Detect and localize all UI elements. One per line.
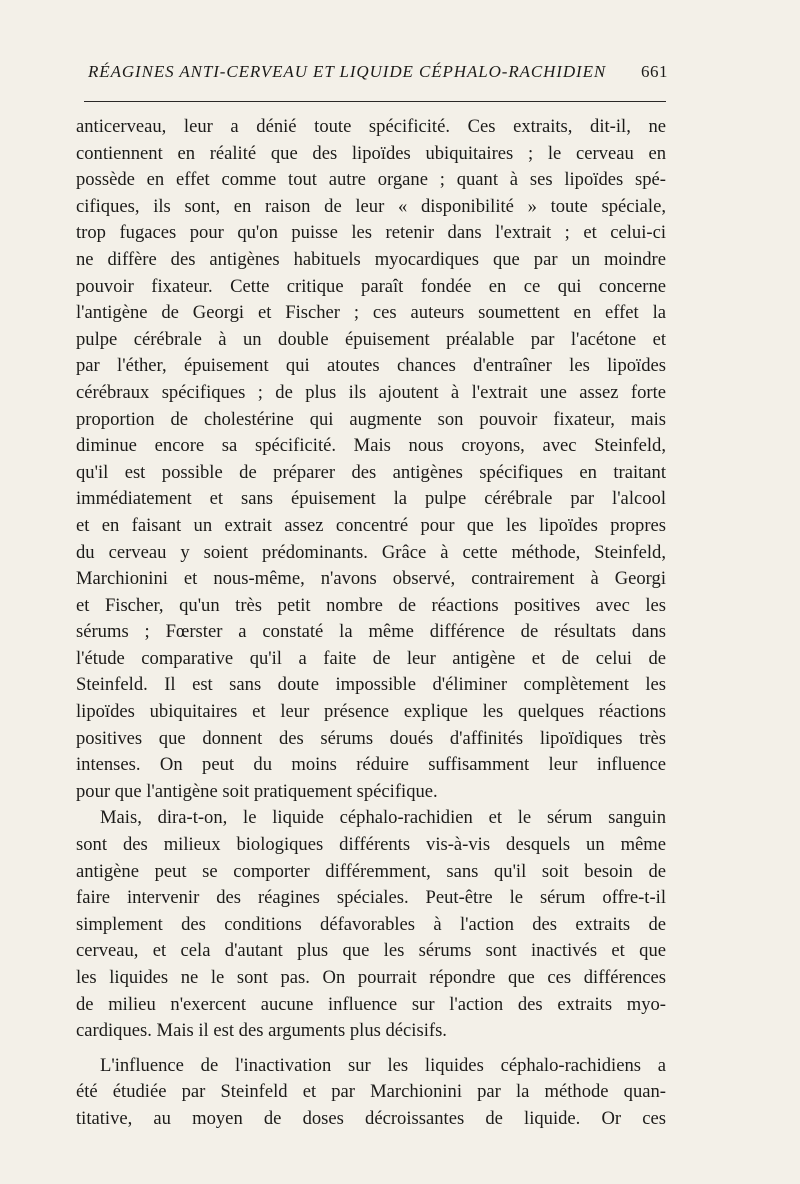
text-line: cifiques, ils sont, en raison de leur « disponibilité » toute spéciale, — [76, 195, 666, 217]
text-line: Mais, dira-t-on, le liquide céphalo-rachidien et le sérum sanguin — [100, 807, 666, 829]
text-line: Marchionini et nous-même, n'avons observé, contrairement à Georgi — [76, 568, 666, 590]
text-line: contiennent en réalité que des lipoïdes ubiquitaires ; le cerveau en — [76, 142, 666, 164]
body-text — [76, 114, 666, 1133]
text-line: antigène peut se comporter différemment, sans qu'il soit besoin de — [76, 860, 666, 882]
running-header — [88, 62, 668, 92]
paragraph-gap — [76, 1045, 666, 1053]
paragraph — [76, 805, 666, 1044]
text-line: et en faisant un extrait assez concentré pour que les lipoïdes propres — [76, 514, 666, 536]
text-line: diminue encore sa spécificité. Mais nous croyons, avec Steinfeld, — [76, 435, 666, 457]
text-line: cerveau, et cela d'autant plus que les sérums sont inactivés et que — [76, 940, 666, 962]
text-line: qu'il est possible de préparer des antigènes spécifiques en traitant — [76, 461, 666, 483]
text-line: possède en effet comme tout autre organe ; quant à ses lipoïdes spé- — [76, 169, 666, 191]
text-line: titative, au moyen de doses décroissantes de liquide. Or ces — [76, 1107, 666, 1129]
text-line: faire intervenir des réagines spéciales. Peut-être le sérum offre-t-il — [76, 887, 666, 909]
text-line: l'étude comparative qu'il a faite de leur antigène et de celui de — [76, 647, 666, 669]
text-line: L'influence de l'inactivation sur les liquides céphalo-rachidiens a — [100, 1054, 666, 1076]
text-line: simplement des conditions défavorables à l'action des extraits de — [76, 913, 666, 935]
text-line: et Fischer, qu'un très petit nombre de réactions positives avec les — [76, 594, 666, 616]
text-line: trop fugaces pour qu'on puisse les retenir dans l'extrait ; et celui-ci — [76, 222, 666, 244]
text-line: intenses. On peut du moins réduire suffisamment leur influence — [76, 754, 666, 776]
text-line: cardiques. Mais il est des arguments plus décisifs. — [76, 1020, 447, 1042]
text-line: pour que l'antigène soit pratiquement spécifique. — [76, 780, 438, 802]
text-line: du cerveau y soient prédominants. Grâce à cette méthode, Steinfeld, — [76, 541, 666, 563]
page-number: 661 — [641, 62, 668, 81]
text-line: par l'éther, épuisement qui atoutes chances d'entraîner les lipoïdes — [76, 355, 666, 377]
text-line: de milieu n'exercent aucune influence sur l'action des extraits myo- — [76, 993, 666, 1015]
text-line: cérébraux spécifiques ; de plus ils ajoutent à l'extrait une assez forte — [76, 381, 666, 403]
text-line: positives que donnent des sérums doués d'affinités lipoïdiques très — [76, 727, 666, 749]
text-line: pouvoir fixateur. Cette critique paraît fondée en ce qui concerne — [76, 275, 666, 297]
text-line: l'antigène de Georgi et Fischer ; ces auteurs soumettent en effet la — [76, 302, 666, 324]
running-title: RÉAGINES ANTI-CERVEAU ET LIQUIDE CÉPHALO-RACHIDIEN — [88, 62, 607, 81]
text-line: sont des milieux biologiques différents vis-à-vis desquels un même — [76, 834, 666, 856]
text-line: immédiatement et sans épuisement la pulpe cérébrale par l'alcool — [76, 488, 666, 510]
text-line: lipoïdes ubiquitaires et leur présence explique les quelques réactions — [76, 701, 666, 723]
text-line: anticerveau, leur a dénié toute spécificité. Ces extraits, dit-il, ne — [76, 116, 666, 137]
paragraph — [76, 1053, 666, 1133]
text-line: ne diffère des antigènes habituels myocardiques que par un moindre — [76, 248, 666, 270]
header-rule — [84, 101, 666, 102]
text-line: Steinfeld. Il est sans doute impossible d'éliminer complètement les — [76, 674, 666, 696]
text-line: sérums ; Fœrster a constaté la même différence de résultats dans — [76, 621, 666, 643]
text-line: proportion de cholestérine qui augmente son pouvoir fixateur, mais — [76, 408, 666, 430]
text-line: pulpe cérébrale à un double épuisement préalable par l'acétone et — [76, 328, 666, 350]
text-line: les liquides ne le sont pas. On pourrait répondre que ces différences — [76, 967, 666, 988]
text-line: été étudiée par Steinfeld et par Marchionini par la méthode quan- — [76, 1081, 666, 1103]
paragraph — [76, 114, 666, 805]
